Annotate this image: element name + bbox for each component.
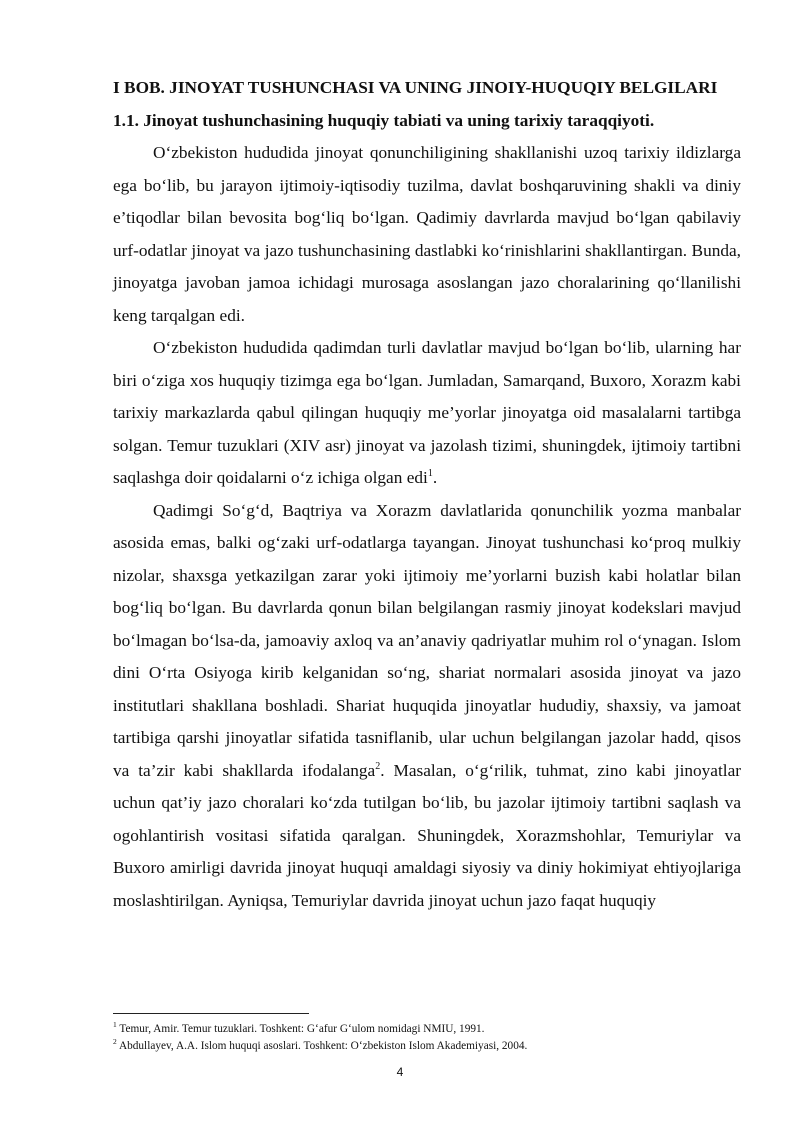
chapter-title: I BOB. JINOYAT TUSHUNCHASI VA UNING JINOIY-HUQUQIY BELGILARI [113, 78, 718, 97]
paragraph-3-continuation: . Masalan, o‘g‘rilik, tuhmat, zino kabi jinoyatlar uchun qat’iy jazo choralari ko‘zda tutilgan bo‘lib, bu jazolar ijtimoiy tartibni saqlash va ogohlantirish vositasi sifatida qaralgan. Shuningdek, Xorazmshohlar, Temuriylar va Buxoro amirligi davrida jinoyat huquqi amaldagi siyosiy va diniy hokimiyat ehtiyojlariga moslashtirilgan. Ayniqsa, Temuriylar davrida jinoyat uchun jazo faqat huquqiy [113, 760, 741, 910]
footnote-1 [113, 1021, 741, 1038]
paragraph-1 [113, 137, 741, 332]
footnote-2-text: Abdullayev, A.A. Islom huquqi asoslari. Toshkent: O‘zbekiston Islom Akademiyasi, 2004. [116, 1040, 528, 1052]
body-text [113, 72, 741, 917]
paragraph-3 [113, 495, 741, 918]
section-title: 1.1. Jinoyat tushunchasining huquqiy tabiati va uning tarixiy taraqqiyoti. [113, 110, 655, 130]
footnote-2-number: 2 [113, 1037, 117, 1047]
paragraph-2 [113, 332, 741, 495]
footnote-separator [113, 1013, 309, 1014]
footnote-ref-2[interactable]: 2 [375, 760, 381, 772]
paragraph-1-text: O‘zbekiston hududida jinoyat qonunchiligining shakllanishi uzoq tarixiy ildizlarga ega bo‘lib, bu jarayon ijtimoiy-iqtisodiy tuzilma, davlat boshqaruvining shakli va diniy e’tiqodlar bilan bevosita bog‘liq bo‘lgan. Qadimiy davrlarda mavjud bo‘lgan qabilaviy urf-odatlar jinoyat va jazo tushunchasining dastlabki ko‘rinishlarini shakllantirgan. Bunda, jinoyatga javoban jamoa ichidagi murosaga asoslangan jazo choralarining qo‘llanilishi keng tarqalgan edi. [113, 143, 741, 325]
footnote-ref-1[interactable]: 1 [427, 468, 433, 480]
footnote-2 [113, 1038, 741, 1055]
page-number: 4 [396, 1065, 404, 1079]
footnote-1-number: 1 [113, 1020, 117, 1030]
paragraph-2-end: . [432, 468, 438, 487]
paragraph-3-text: Qadimgi So‘g‘d, Baqtriya va Xorazm davlatlarida qonunchilik yozma manbalar asosida emas, balki og‘zaki urf-odatlarga tayangan. Jinoyat tushunchasi ko‘proq mulkiy nizolar, shaxsga yetkazilgan zarar yoki ijtimoiy me’yorlarni buzish kabi holatlar bilan bog‘liq bo‘lgan. Bu davrlarda qonun bilan belgilangan rasmiy jinoyat kodekslari mavjud bo‘lmagan bo‘lsa-da, jamoaviy axloq va an’anaviy qadriyatlar muhim rol o‘ynagan. Islom dini O‘rta Osiyoga kirib kelganidan so‘ng, shariat normalari asosida jinoyat va jazo institutlari shakllana boshladi. Shariat huquqida jinoyatlar hududiy, shaxsiy, va jamoat tartibiga qarshi jinoyatlar sifatida tasniflanib, ular uchun belgilangan jazolar hadd, qisos va ta’zir kabi shakllarda ifodalanga [113, 500, 741, 780]
footnote-1-text: Temur, Amir. Temur tuzuklari. Toshkent: G‘afur G‘ulom nomidagi NMIU, 1991. [116, 1023, 485, 1035]
paragraph-2-text: O‘zbekiston hududida qadimdan turli davlatlar mavjud bo‘lgan bo‘lib, ularning har biri o‘ziga xos huquqiy tizimga ega bo‘lgan. Jumladan, Samarqand, Buxoro, Xorazm kabi tarixiy markazlarda qabul qilingan huquqiy me’yorlar jinoyatga oid masalalarni tartibga solgan. Temur tuzuklari (XIV asr) jinoyat va jazolash tizimi, shuningdek, ijtimoiy tartibni saqlashga doir qoidalarni o‘z ichiga olgan edi [113, 338, 741, 487]
footnotes [113, 1021, 741, 1055]
